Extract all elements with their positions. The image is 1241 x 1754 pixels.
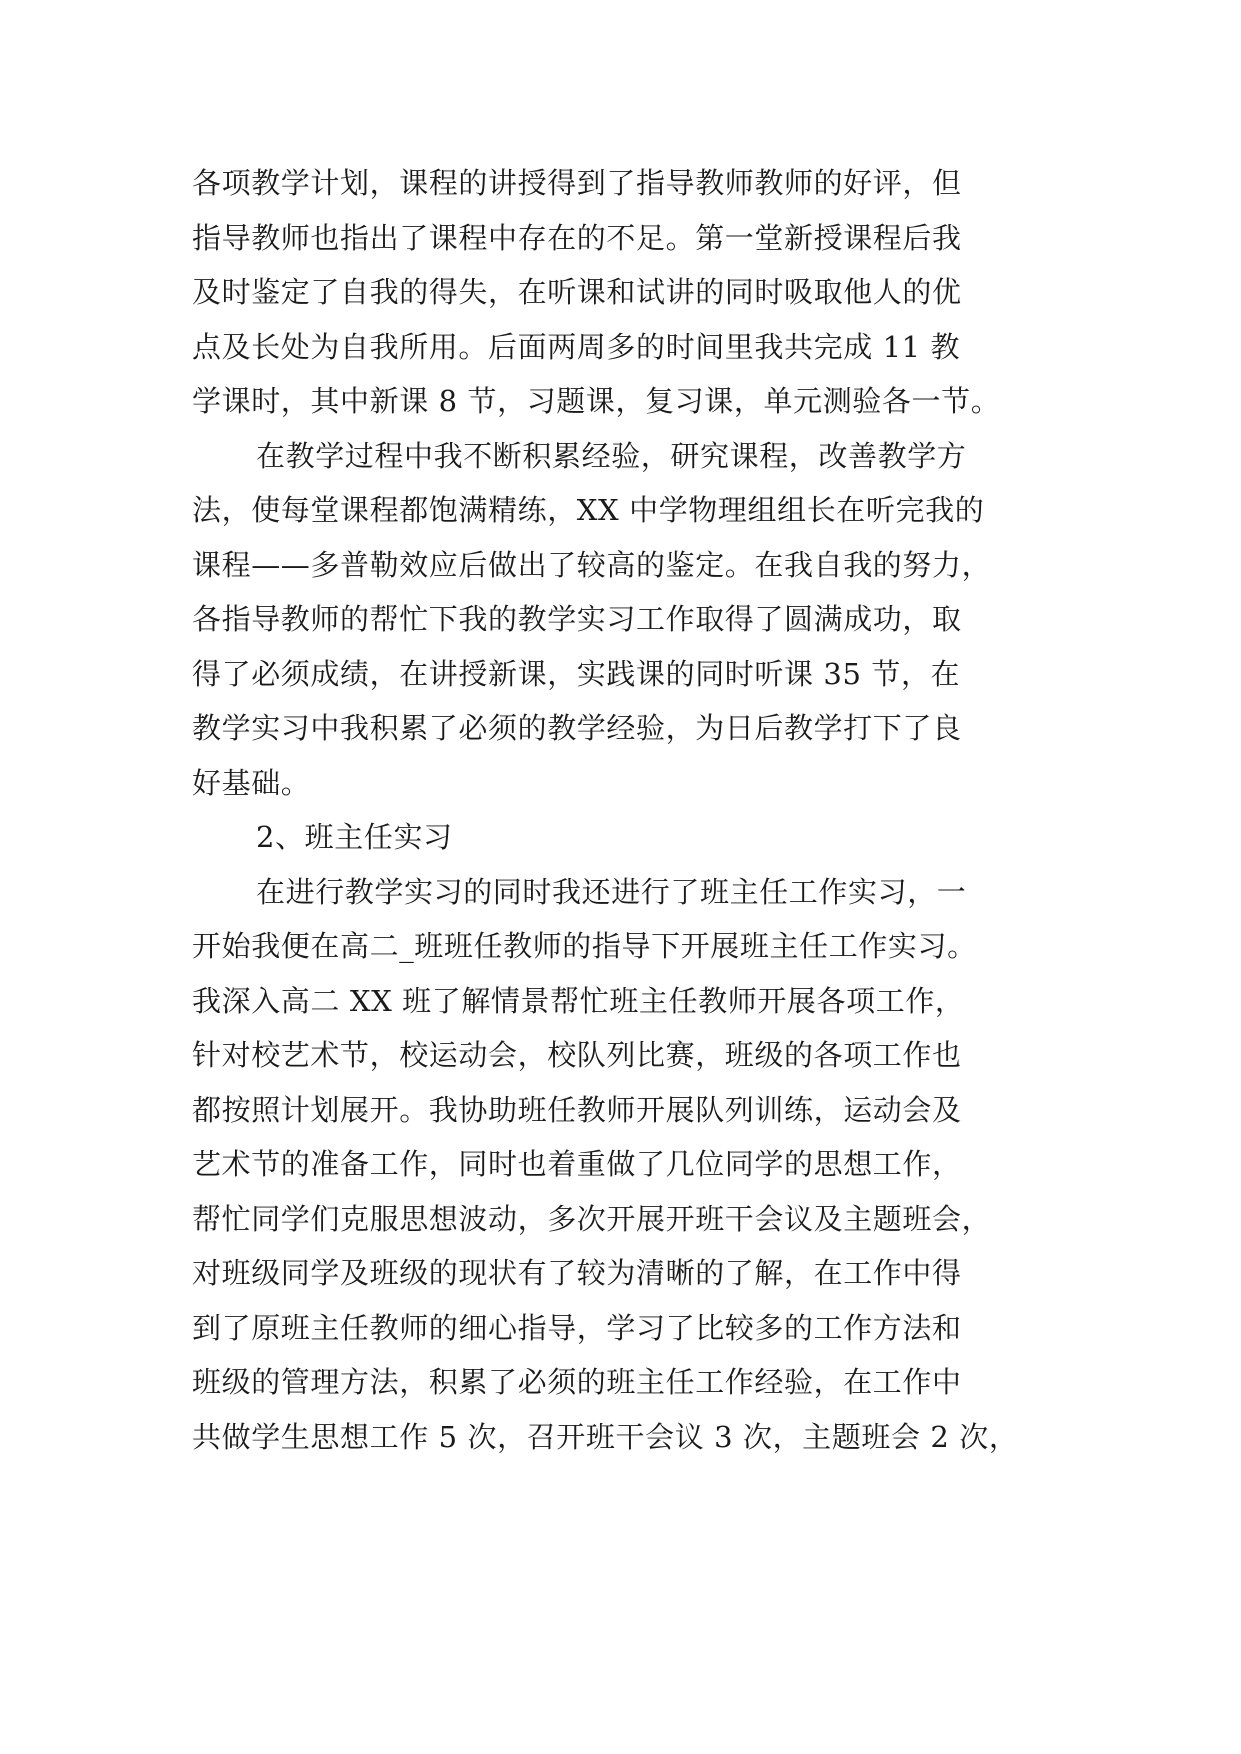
text-line: 共做学生思想工作 5 次，召开班干会议 3 次，主题班会 2 次， — [192, 1419, 1019, 1454]
text-line: 教学实习中我积累了必须的教学经验，为日后教学打下了良 — [192, 711, 962, 745]
section-heading: 2、班主任实习 — [256, 820, 453, 854]
text-line: 我深入高二 XX 班了解情景帮忙班主任教师开展各项工作， — [192, 983, 965, 1018]
text-line: 课程——多普勒效应后做出了较高的鉴定。在我自我的努力， — [192, 547, 992, 582]
text-line: 对班级同学及班级的现状有了较为清晰的了解，在工作中得 — [192, 1256, 962, 1290]
text-line: 班级的管理方法，积累了必须的班主任工作经验，在工作中 — [192, 1365, 962, 1399]
text-line: 艺术节的准备工作，同时也着重做了几位同学的思想工作， — [192, 1147, 962, 1181]
paragraph-start-line: 在教学过程中我不断积累经验，研究课程，改善教学方 — [256, 438, 967, 473]
text-line: 法，使每堂课程都饱满精练，XX 中学物理组组长在听完我的 — [192, 493, 985, 527]
text-line: 好基础。 — [192, 765, 311, 800]
paragraph-start-line: 在进行教学实习的同时我还进行了班主任工作实习，一 — [256, 874, 967, 909]
text-line: 点及长处为自我所用。后面两周多的时间里我共完成 11 教 — [192, 329, 961, 364]
document-body — [192, 156, 1054, 1464]
text-line: 帮忙同学们克服思想波动，多次开展开班干会议及主题班会， — [192, 1201, 992, 1236]
text-line: 各指导教师的帮忙下我的教学实习工作取得了圆满成功，取 — [192, 602, 962, 636]
text-line: 及时鉴定了自我的得失，在听课和试讲的同时吸取他人的优 — [192, 275, 962, 309]
text-line: 都按照计划展开。我协助班任教师开展队列训练，运动会及 — [192, 1092, 962, 1127]
text-line: 指导教师也指出了课程中存在的不足。第一堂新授课程后我 — [192, 220, 962, 255]
text-line: 各项教学计划，课程的讲授得到了指导教师教师的好评，但 — [192, 166, 962, 200]
text-line: 开始我便在高二_班班任教师的指导下开展班主任工作实习。 — [192, 929, 977, 963]
text-line: 针对校艺术节，校运动会，校队列比赛，班级的各项工作也 — [192, 1038, 962, 1072]
text-line: 得了必须成绩，在讲授新课，实践课的同时听课 35 节，在 — [192, 656, 961, 691]
text-line: 学课时，其中新课 8 节，习题课，复习课，单元测验各一节。 — [192, 384, 1001, 418]
text-line: 到了原班主任教师的细心指导，学习了比较多的工作方法和 — [192, 1310, 962, 1345]
